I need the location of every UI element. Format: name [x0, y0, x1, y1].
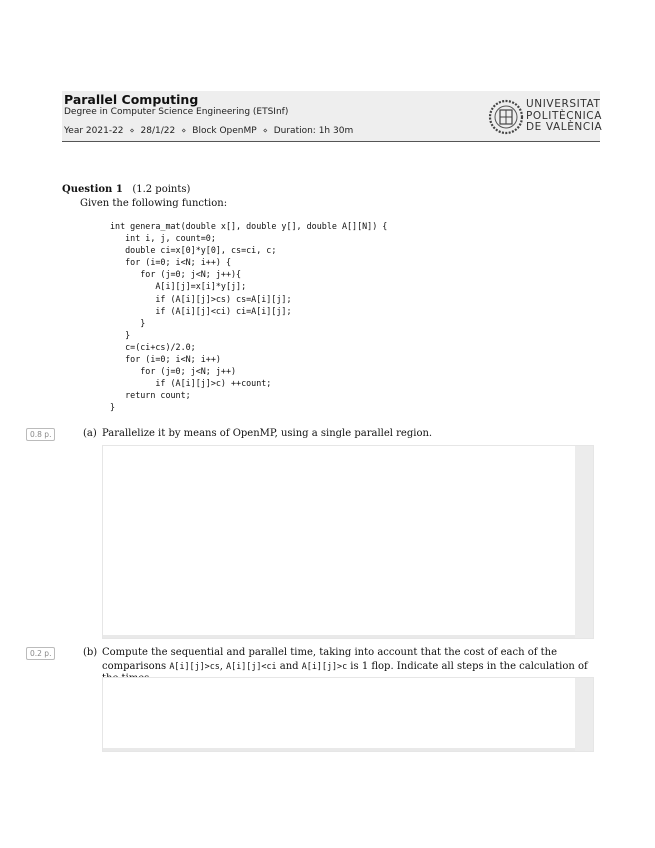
separator-diamond: ⋄: [181, 126, 187, 135]
exam-block: Block OpenMP: [192, 126, 257, 136]
degree-name: Degree in Computer Science Engineering (ETSInf): [64, 107, 289, 117]
part-b-sep-2: and: [276, 660, 302, 672]
code-line: A[i][j]=x[i]*y[j];: [110, 281, 247, 292]
code-line: }: [110, 402, 116, 413]
code-line: double ci=x[0]*y[0], cs=ci, c;: [110, 245, 277, 256]
separator-diamond: ⋄: [262, 126, 268, 135]
part-b-code-3: A[i][j]>c: [301, 660, 348, 671]
code-line: }: [110, 329, 131, 340]
points-badge-b: 0.2 p.: [26, 647, 55, 660]
part-b-label: (b): [83, 647, 98, 658]
code-line: return count;: [110, 390, 191, 401]
part-b-code-2: A[i][j]<ci: [226, 660, 277, 671]
code-line: for (i=0; i<N; i++) {: [110, 257, 232, 268]
exam-year: Year 2021-22: [64, 126, 124, 136]
exam-header: [62, 91, 603, 142]
exam-duration: Duration: 1h 30m: [273, 126, 354, 136]
question-intro: Given the following function:: [80, 198, 228, 209]
question-number: Question 1: [62, 184, 123, 195]
code-line: for (i=0; i<N; i++): [110, 354, 221, 365]
university-seal-icon: [488, 97, 524, 137]
separator-diamond: ⋄: [129, 126, 135, 135]
code-line: for (j=0; j<N; j++): [110, 366, 237, 377]
part-a-text: Parallelize it by means of OpenMP, using a single parallel region.: [102, 428, 433, 439]
question-points: (1.2 points): [132, 184, 191, 195]
answer-box-b[interactable]: [102, 677, 594, 752]
code-line: if (A[i][j]<ci) ci=A[i][j];: [110, 305, 292, 316]
points-badge-a: 0.8 p.: [26, 428, 55, 441]
code-line: c=(ci+cs)/2.0;: [110, 341, 196, 352]
code-line: int genera_mat(double x[], double y[], double A[][N]) {: [110, 221, 388, 231]
code-line: if (A[i][j]>c) ++count;: [110, 378, 272, 389]
exam-date: 28/1/22: [140, 126, 176, 136]
question-title: [62, 184, 190, 195]
part-b-text-1: Compute the sequential and parallel time, taking into account that the cost of each of the comparisons: [102, 647, 558, 672]
code-listing: [110, 220, 387, 414]
code-line: int i, j, count=0;: [110, 233, 216, 244]
code-line: }: [110, 317, 146, 328]
part-a-label: (a): [83, 428, 97, 439]
code-line: for (j=0; j<N; j++){: [110, 269, 242, 280]
exam-meta: [64, 126, 353, 136]
logo-line-2: POLITÈCNICA: [526, 109, 602, 122]
part-b-sep-1: ,: [219, 660, 227, 672]
logo-line-3: DE VALÈNCIA: [526, 121, 603, 133]
logo-line-1: UNIVERSITAT: [526, 98, 601, 110]
university-logo: [488, 97, 603, 137]
answer-box-a[interactable]: [102, 445, 594, 639]
part-b-code-1: A[i][j]>cs: [169, 660, 220, 671]
code-line: if (A[i][j]>cs) cs=A[i][j];: [110, 293, 292, 304]
part-b-text-2: is 1 flop. Indicate all steps in the calculation of: [350, 660, 588, 672]
course-title: Parallel Computing: [64, 92, 199, 107]
